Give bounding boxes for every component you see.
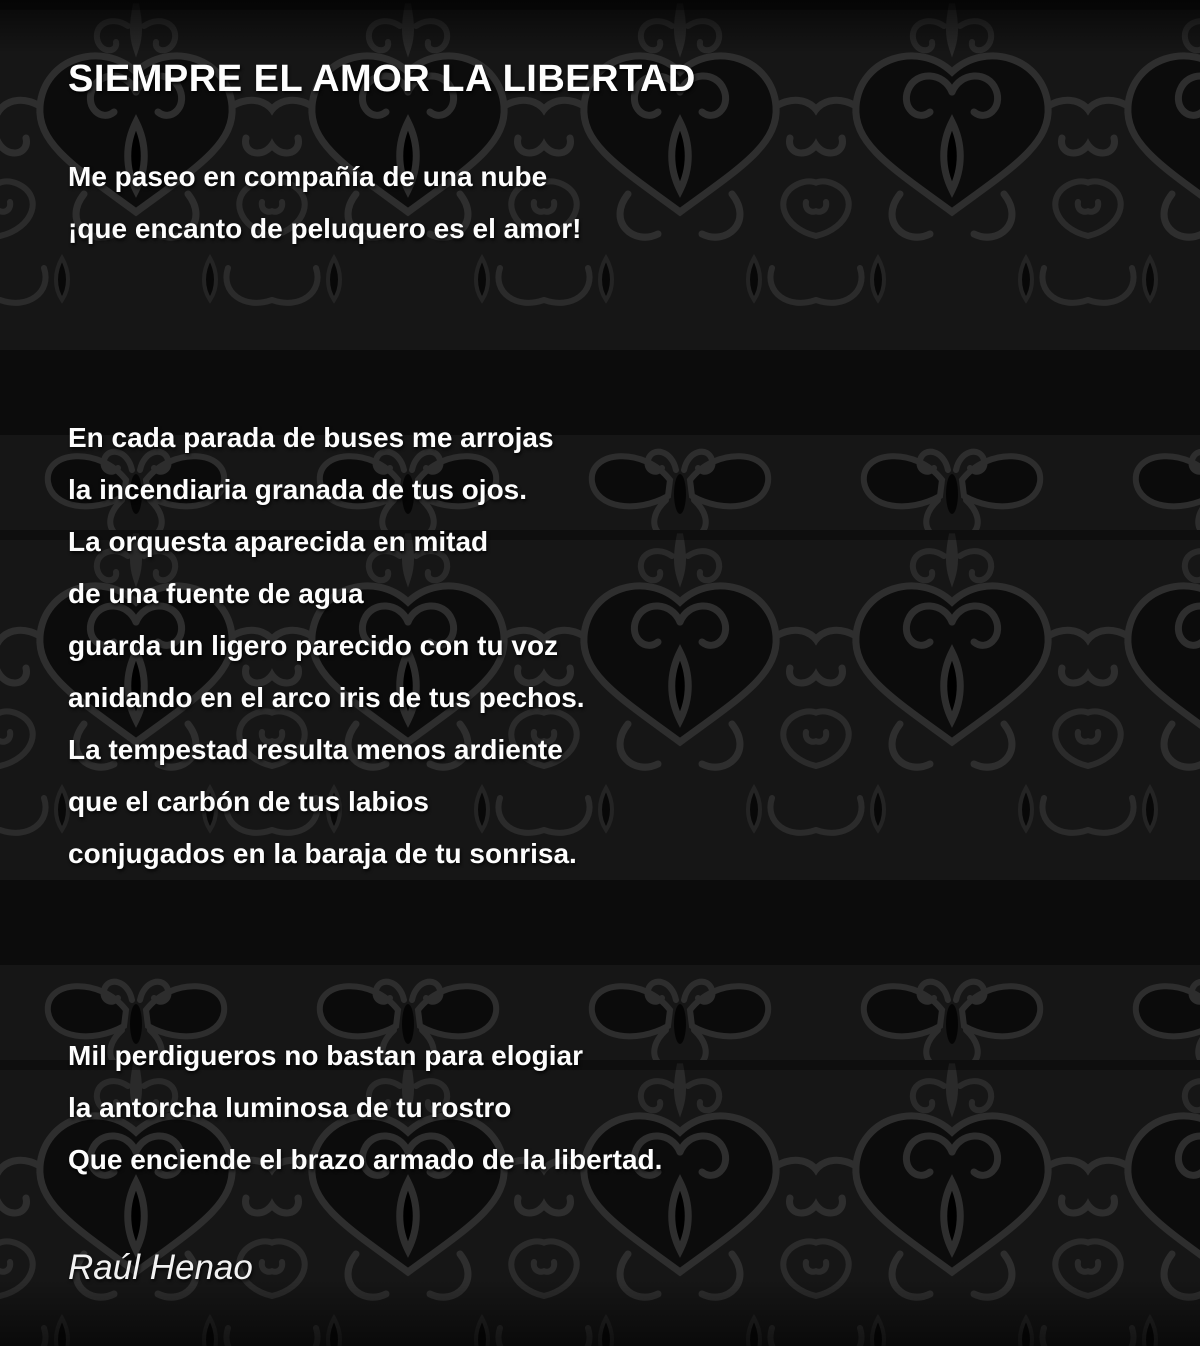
poem-line: anidando en el arco iris de tus pechos. xyxy=(68,682,585,713)
poem-line: Que enciende el brazo armado de la libertad. xyxy=(68,1144,663,1175)
stanza xyxy=(68,412,1160,880)
poem-stanzas xyxy=(68,151,1160,1186)
stanza xyxy=(68,1030,1160,1186)
poem-line: Mil perdigueros no bastan para elogiar xyxy=(68,1040,583,1071)
poem-author: Raúl Henao xyxy=(68,1248,253,1287)
poem-line: de una fuente de agua xyxy=(68,578,364,609)
poem-title: SIEMPRE EL AMOR LA LIBERTAD xyxy=(68,58,696,100)
poem-line: En cada parada de buses me arrojas xyxy=(68,422,554,453)
stanza xyxy=(68,151,1160,255)
poem-line: la antorcha luminosa de tu rostro xyxy=(68,1092,512,1123)
poem-line: Me paseo en compañía de una nube xyxy=(68,161,548,192)
poem-line: conjugados en la baraja de tu sonrisa. xyxy=(68,838,577,869)
poem-line: La orquesta aparecida en mitad xyxy=(68,526,489,557)
poem-line: La tempestad resulta menos ardiente xyxy=(68,734,563,765)
poem-line: guarda un ligero parecido con tu voz xyxy=(68,630,559,661)
poem-line: que el carbón de tus labios xyxy=(68,786,429,817)
poem-line: la incendiaria granada de tus ojos. xyxy=(68,474,528,505)
poem-line: ¡que encanto de peluquero es el amor! xyxy=(68,213,582,244)
